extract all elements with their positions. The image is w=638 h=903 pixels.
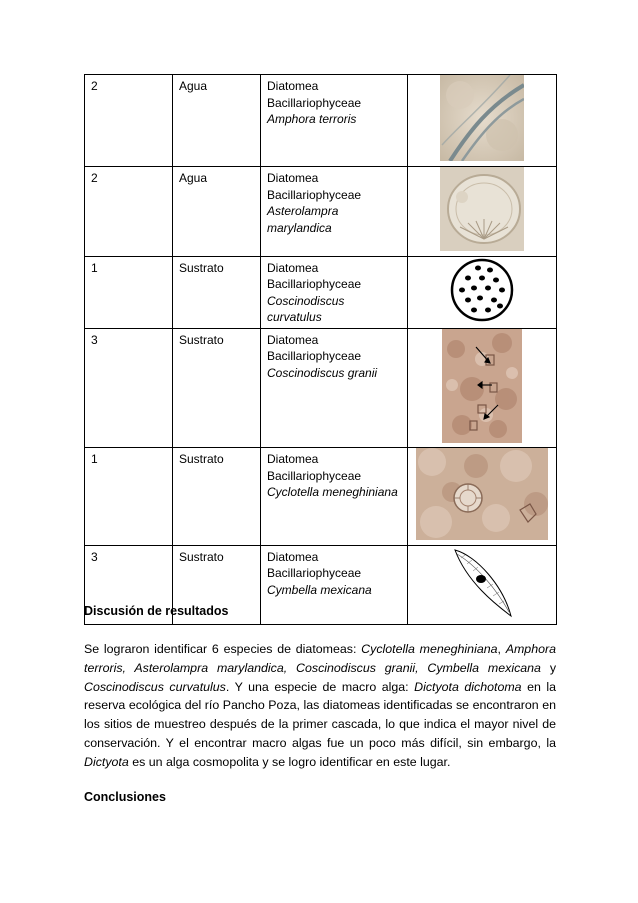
group-label: Diatomea <box>267 79 319 93</box>
coscinodiscus-granii-micrograph <box>442 329 522 443</box>
image-cell <box>408 256 557 328</box>
site-cell: 3 <box>85 545 173 625</box>
table-row <box>85 448 557 546</box>
image-cell <box>408 75 557 167</box>
discussion-paragraph <box>84 640 556 772</box>
cyclotella-micrograph <box>416 448 548 540</box>
species-table <box>84 74 557 625</box>
image-cell <box>408 448 557 546</box>
text-run: es un alga cosmopolita y se logro identificar en este lugar. <box>128 754 451 769</box>
text-run: , <box>497 642 506 656</box>
site-cell: 3 <box>85 328 173 448</box>
group-label: Diatomea <box>267 260 319 275</box>
text-run: . Y una especie de macro alga: <box>225 679 415 694</box>
coscinodiscus-dot-drawing <box>450 258 514 322</box>
medium-cell: Sustrato <box>173 256 261 328</box>
cymbella-line-drawing <box>447 546 517 620</box>
species-label: Cymbella mexicana <box>267 582 372 597</box>
table-row <box>85 75 557 167</box>
medium-cell: Sustrato <box>173 448 261 546</box>
table-row <box>85 256 557 328</box>
group-label: Diatomea <box>267 549 319 564</box>
discussion-heading: Discusión de resultados <box>84 604 229 618</box>
group-label: Diatomea <box>267 171 319 185</box>
site-cell: 1 <box>85 448 173 546</box>
group-label: Diatomea <box>267 332 319 347</box>
table-row <box>85 328 557 448</box>
species-name: Dictyota dichotoma <box>414 679 522 694</box>
class-label: Bacillariophyceae <box>267 566 362 580</box>
medium-cell: Sustrato <box>173 545 261 625</box>
species-label: Coscinodiscus granii <box>267 365 378 380</box>
medium-cell: Agua <box>173 167 261 257</box>
asterolampra-micrograph <box>440 167 524 251</box>
image-cell <box>408 167 557 257</box>
site-cell: 1 <box>85 256 173 328</box>
image-cell <box>408 545 557 625</box>
species-name: Cyclotella meneghiniana <box>361 642 498 656</box>
conclusions-heading: Conclusiones <box>84 790 166 804</box>
class-label: Bacillariophyceae <box>267 187 362 202</box>
species-name: Amphora terroris, Asterolampra marylandica, Coscinodiscus granii, Cymbella mexicana <box>84 642 556 675</box>
medium-cell: Sustrato <box>173 328 261 448</box>
species-label: Cyclotella meneghiniana <box>267 485 398 499</box>
site-cell: 2 <box>85 167 173 257</box>
species-label: Asterolampra marylandica <box>267 204 339 235</box>
taxon-cell <box>261 545 408 625</box>
image-cell <box>408 328 557 448</box>
class-label: Bacillariophyceae <box>267 349 362 363</box>
class-label: Bacillariophyceae <box>267 95 362 110</box>
taxon-cell <box>261 328 408 448</box>
taxon-cell <box>261 256 408 328</box>
text-run: y <box>540 660 557 675</box>
class-label: Bacillariophyceae <box>267 468 362 483</box>
taxon-cell <box>261 75 408 167</box>
text-run: en la reserva ecológica del río Pancho Poza, las diatomeas identificadas se encontraron en los sitios de muestreo después de la primer cascada, lo que indica el mayor nivel de conservación. Y el encontrar macro algas fue un poco más difícil, sin embargo, la <box>84 679 556 750</box>
text-run: Se lograron identificar 6 especies de diatomeas: <box>84 642 362 656</box>
species-name: Dictyota <box>84 754 129 769</box>
species-name: Coscinodiscus curvatulus <box>84 679 226 694</box>
table-row <box>85 167 557 257</box>
group-label: Diatomea <box>267 452 319 466</box>
species-label: Amphora terroris <box>267 112 357 126</box>
amphora-micrograph <box>440 75 524 161</box>
medium-cell: Agua <box>173 75 261 167</box>
class-label: Bacillariophyceae <box>267 277 362 291</box>
species-label: Coscinodiscus curvatulus <box>267 293 345 324</box>
taxon-cell <box>261 448 408 546</box>
site-cell: 2 <box>85 75 173 167</box>
taxon-cell <box>261 167 408 257</box>
